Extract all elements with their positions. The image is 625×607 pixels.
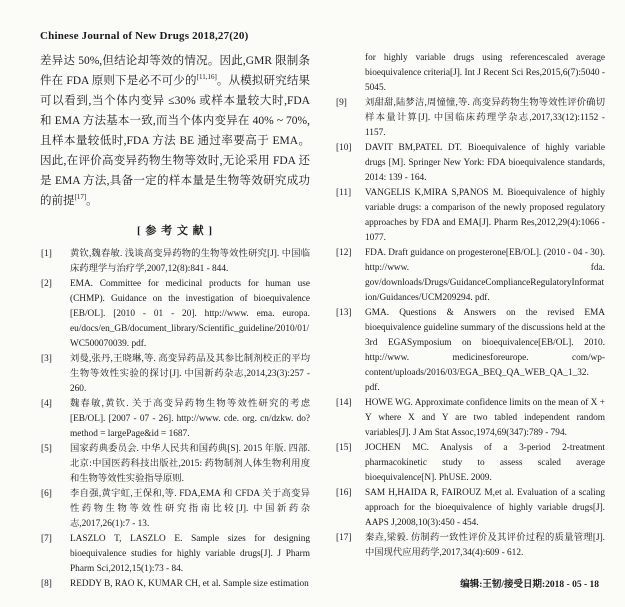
reference-item bbox=[40, 442, 310, 487]
reference-text: 黄钦,魏春敏. 浅谈高变异药物的生物等效性研究[J]. 中国临床药理学与治疗学,2007,12(8):841 - 844. bbox=[70, 249, 310, 274]
reference-number: [12] bbox=[336, 248, 352, 258]
reference-text: DAVIT BM,PATEL DT. Bioequivalence of highly variable drugs [M]. Springer New York: FDA bioequivalence standards, 2014: 139 - 164. bbox=[365, 143, 605, 183]
reference-item bbox=[335, 141, 605, 186]
reference-text: FDA. Draft guidance on progesterone[EB/OL]. (2010 - 04 - 30). http://www. fda. gov/downloads/Drugs/GuidanceComplianceRegulatoryInformation/Guidances/UCM209294. pdf. bbox=[365, 248, 605, 303]
reference-text: 魏春敏,黄钦. 关于高变异药物生物等效性研究的考虑[EB/OL]. [2007 - 07 - 26]. http://www. cde. org. cn/dzkw. do? method = largePage&id = 1687. bbox=[70, 399, 310, 439]
two-column-layout bbox=[40, 51, 605, 592]
reference-item bbox=[335, 306, 605, 396]
body-text-segment: 。 bbox=[86, 195, 98, 207]
reference-text: EMA. Committee for medicinal products for human use (CHMP). Guidance on the investigation of bioequivalence [EB/OL]. [2010 - 01 - 20]. http://www. ema. europa. eu/docs/en_GB/document_library/Scientific_guideline/2010/01/WC500070039. pdf. bbox=[70, 279, 310, 349]
reference-item bbox=[40, 397, 310, 442]
reference-text: HOWE WG. Approximate confidence limits on the mean of X + Y where X and Y are two tabled independent random variables[J]. J Am Stat Assoc,1974,69(347):789 - 794. bbox=[365, 398, 605, 438]
reference-number: [10] bbox=[336, 143, 352, 153]
reference-item bbox=[40, 352, 310, 397]
reference-text: REDDY B, RAO K, KUMAR CH, et al. Sample size estimation bbox=[70, 579, 309, 589]
reference-number: [17] bbox=[336, 533, 352, 543]
reference-item bbox=[335, 396, 605, 441]
reference-item bbox=[40, 577, 310, 592]
reference-item bbox=[335, 486, 605, 531]
reference-number: [9] bbox=[336, 98, 347, 108]
reference-item-continuation bbox=[335, 51, 605, 96]
reference-number: [16] bbox=[336, 488, 352, 498]
reference-text: JOCHEN MC. Analysis of a 3-period 2-treatment pharmacokinetic study to assess scaled average bioequivalence[N]. PhUSE. 2009. bbox=[365, 443, 605, 483]
reference-text: GMA. Questions & Answers on the revised EMA bioequivalence guideline summary of the discussions held at the 3rd EGASymposium on bioequivalence[EB/OL]. 2010. http://www. medicinesforeurope. com/wp-content/uploads/2016/03/EGA_BEQ_QA_WEB_QA_1_32. pdf. bbox=[365, 308, 605, 393]
reference-number: [2] bbox=[41, 279, 52, 289]
reference-item bbox=[335, 246, 605, 306]
reference-text: for highly variable drugs using referencescaled average bioequivalence criteria[J]. Int J Recent Sci Res,2015,6(7):5040 - 5045. bbox=[365, 53, 605, 93]
reference-number: [11] bbox=[336, 188, 352, 198]
reference-number: [5] bbox=[41, 444, 52, 454]
reference-text: 国家药典委员会. 中华人民共和国药典[S]. 2015 年版. 四部. 北京:中国医药科技出版社,2015: 药物制剂人体生物利用度和生物等效性实验指导原则. bbox=[70, 444, 310, 484]
reference-text: 秦垚,梁毅. 仿制药一致性评价及其评价过程的质量管理[J]. 中国现代应用药学,2017,34(4):609 - 612. bbox=[365, 533, 605, 558]
reference-number: [8] bbox=[41, 579, 52, 589]
body-paragraph bbox=[40, 51, 310, 211]
citation-superscript: [17] bbox=[74, 193, 87, 202]
editor-note: 编辑:王韧/接受日期:2018 - 05 - 18 bbox=[460, 580, 599, 590]
reference-number: [15] bbox=[336, 443, 352, 453]
references-list-right bbox=[335, 51, 605, 561]
reference-text: SAM H,HAIDA R, FAIROUZ M,et al. Evaluation of a scaling approach for the bioequivalence of highly variable drugs[J]. AAPS J,2008,10(3):450 - 454. bbox=[365, 488, 605, 528]
body-text-segment: 差异达 50%,但结论却等效的情况。因此,GMR 限制条件在 FDA 原则下是必不可少的 bbox=[40, 55, 310, 87]
reference-number: [6] bbox=[41, 489, 52, 499]
reference-number: [3] bbox=[41, 354, 52, 364]
reference-number: [4] bbox=[41, 399, 52, 409]
reference-text: VANGELIS K,MIRA S,PANOS M. Bioequivalence of highly variable drugs: a comparison of the newly proposed regulatory approaches by FDA and EMA[J]. Pharm Res,2012,29(4):1066 - 1077. bbox=[365, 188, 605, 243]
reference-item bbox=[335, 96, 605, 141]
reference-item bbox=[335, 441, 605, 486]
reference-number: [1] bbox=[41, 249, 52, 259]
citation-superscript: [11,16] bbox=[196, 73, 217, 82]
reference-number: [14] bbox=[336, 398, 352, 408]
reference-text: 刘甜甜,陆梦洁,周憧憧,等. 高变异药物生物等效性评价确切样本量计算[J]. 中国临床药理学杂志,2017,33(12):1152 - 1157. bbox=[365, 98, 605, 138]
reference-item bbox=[40, 247, 310, 277]
body-text-segment: 。从模拟研究结果可以看到,当个体内变异 ≤30% 或样本量较大时,FDA 和 EMA 方法基本一致,而当个体内变异在 40% ~ 70%,且样本量较低时,FDA 方法 BE 通过率要高于 EMA。因此,在评价高变异药物生物等效时,无论采用 FDA 还是 EMA 方法,具备一定的样本量是生物等效研究成功的前提 bbox=[40, 75, 311, 207]
reference-number: [7] bbox=[41, 534, 52, 544]
reference-item bbox=[40, 277, 310, 352]
left-column bbox=[40, 51, 310, 592]
reference-item bbox=[40, 487, 310, 532]
reference-text: 李自强,黄宇虹,王保和,等. FDA,EMA 和 CFDA 关于高变异性药物生物等效性研究指南比较[J]. 中国新药杂志,2017,26(1):7 - 13. bbox=[70, 489, 310, 529]
reference-number: [13] bbox=[336, 308, 352, 318]
reference-item bbox=[335, 186, 605, 246]
reference-text: LASZLO T, LASZLO E. Sample sizes for designing bioequivalence studies for highly variable drugs[J]. J Pharm Pharm Sci,2012,15(1):73 - 84. bbox=[70, 534, 310, 574]
reference-item bbox=[40, 532, 310, 577]
journal-header: Chinese Journal of New Drugs 2018,27(20) bbox=[40, 30, 249, 42]
reference-item bbox=[335, 531, 605, 561]
references-list-left bbox=[40, 247, 310, 592]
reference-text: 刘曼,张丹,王晓琳,等. 高变异药品及其参比制剂校正的平均生物等效性实验的探讨[J]. 中国新药杂志,2014,23(3):257 - 260. bbox=[70, 354, 310, 394]
right-column bbox=[335, 51, 605, 592]
references-heading: [ 参 考 文 献 ] bbox=[136, 225, 214, 237]
